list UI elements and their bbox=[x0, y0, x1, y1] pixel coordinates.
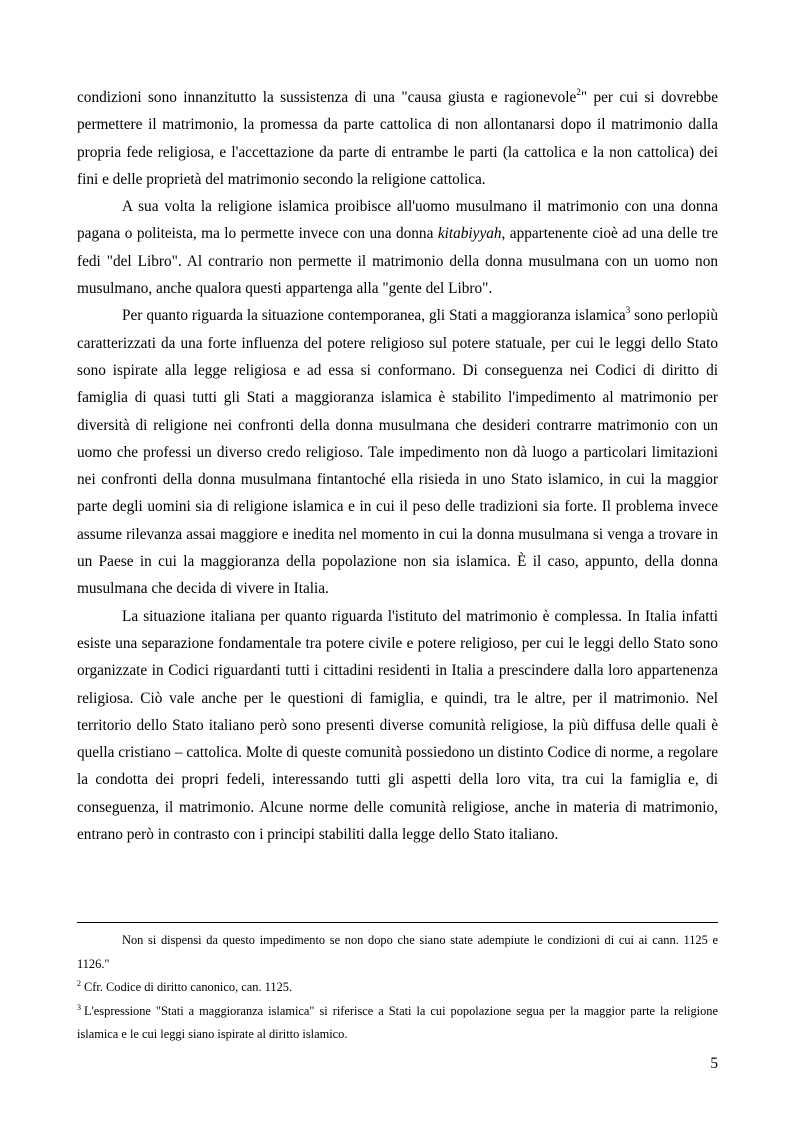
footnote-3-number: 3 bbox=[77, 1002, 81, 1012]
footnote-2 bbox=[77, 976, 718, 1000]
footnote-3-text: L'espressione "Stati a maggioranza islamica" si riferisce a Stati la cui popolazione segua per la maggior parte la religione islamica e le cui leggi siano ispirate al diritto islamico. bbox=[77, 1003, 718, 1041]
footnote-separator bbox=[77, 922, 718, 923]
page-body bbox=[77, 84, 718, 848]
paragraph-4: La situazione italiana per quanto riguarda l'istituto del matrimonio è complessa. In Italia infatti esiste una separazione fondamentale tra potere civile e potere religioso, per cui le leggi dello Stato sono organizzate in Codici riguardanti tutti i cittadini residenti in Italia a prescindere dalla loro appartenenza religiosa. Ciò vale anche per le questioni di famiglia, e quindi, tra le altre, per il matrimonio. Nel territorio dello Stato italiano però sono presenti diverse comunità religiose, la più diffusa delle quali è quella cristiano – cattolica. Molte di queste comunità possiedono un distinto Codice di norme, a regolare la condotta dei propri fedeli, interessando tutti gli aspetti della loro vita, tra cui la famiglia e, di conseguenza, il matrimonio. Alcune norme delle comunità religiose, anche in materia di matrimonio, entrano però in contrasto con i principi stabiliti dalla legge dello Stato italiano. bbox=[77, 607, 718, 844]
footnote-2-text: Cfr. Codice di diritto canonico, can. 1125. bbox=[84, 980, 293, 994]
term-kitabiyyah: kitabiyyah bbox=[437, 225, 502, 243]
paragraph-2: A sua volta la religione islamica proibisce all'uomo musulmano il matrimonio con una donna pagana o politeista, ma lo permette invece con una donna kitabiyyah, appartenente cioè ad una delle tre fedi "del Libro". Al contrario non permette il matrimonio della donna musulmana con un uomo non musulmano, anche qualora questi appartenga alla "gente del Libro". bbox=[77, 198, 718, 298]
footnote-3 bbox=[77, 1000, 718, 1047]
footnotes bbox=[77, 929, 718, 1047]
paragraph-3: Per quanto riguarda la situazione contemporanea, gli Stati a maggioranza islamica$^3$ sono perlopiù caratterizzati da una forte influenza del potere religioso sul potere statuale, per cui le leggi dello Stato sono ispirate alla legge religiosa e ad essa si conformano. Di conseguenza nei Codici di diritto di famiglia di quasi tutti gli Stati a maggioranza islamica è stabilito l'impedimento al matrimonio per diversità di religione nei confronti della donna musulmana che desideri contrarre matrimonio con un uomo che professi un diverso credo religioso. Tale impedimento non dà luogo a particolari limitazioni nei confronti della donna musulmana fintantoché ella risieda in uno Stato islamico, in cui la maggior parte degli uomini sia di religione islamica e in cui il peso delle tradizioni sia forte. Il problema invece assume rilevanza assai maggiore e inedita nel momento in cui la donna musulmana si venga a trovare in un Paese in cui la maggioranza della popolazione non sia islamica. È il caso, appunto, della donna musulmana che decida di vivere in Italia. bbox=[77, 305, 718, 598]
footnote-continued: Non si dispensi da questo impedimento se non dopo che siano state adempiute le condizioni di cui ai cann. 1125 e 1126." bbox=[77, 933, 718, 971]
footnote-ref-3[interactable]: 3 bbox=[625, 305, 631, 316]
paragraph-1: condizioni sono innanzitutto la sussistenza di una "causa giusta e ragionevole$^2$" per cui si dovrebbe permettere il matrimonio, la promessa da parte cattolica di non allontanarsi dopo il matrimonio dalla propria fede religiosa, e l'accettazione da parte di entrambe le parti (la cattolica e la non cattolica) dei fini e delle proprietà del matrimonio secondo la religione cattolica. bbox=[77, 87, 718, 188]
page-number: 5 bbox=[710, 1055, 718, 1072]
footnote-2-number: 2 bbox=[77, 979, 81, 988]
footnote-ref-2[interactable]: 2 bbox=[576, 87, 581, 97]
